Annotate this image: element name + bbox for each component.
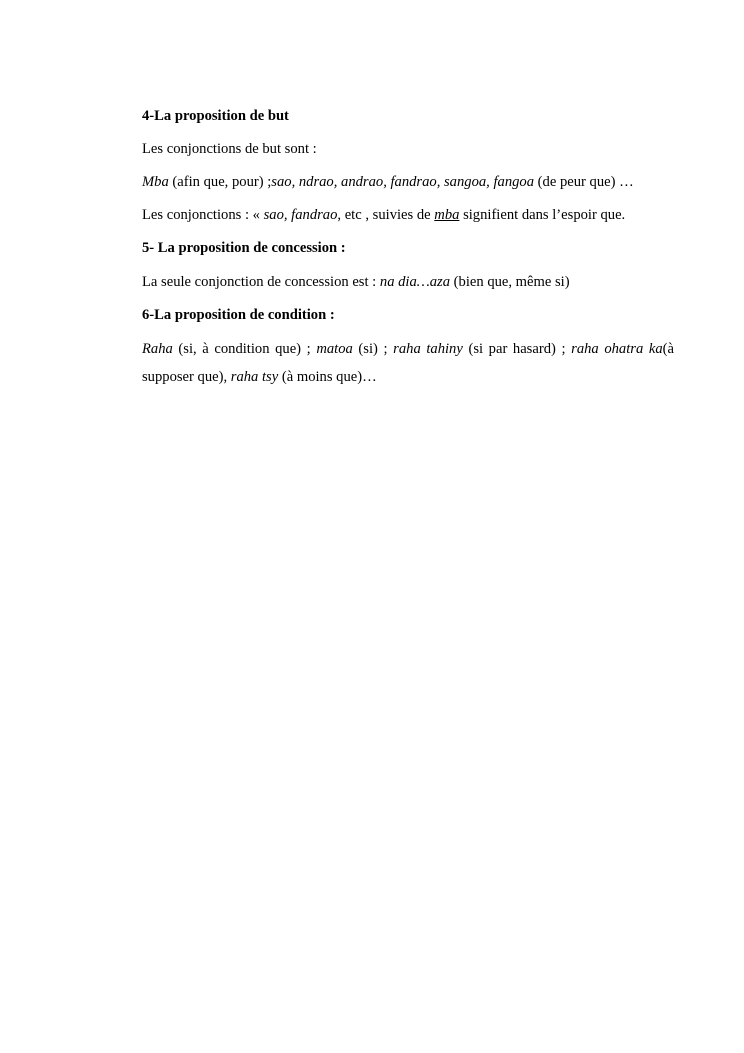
term-matoa: matoa bbox=[316, 341, 353, 357]
section-6-heading: 6-La proposition de condition : bbox=[142, 307, 335, 323]
plain-text: La seule conjonction de concession est : bbox=[142, 274, 380, 290]
gloss-text: (à moins que)… bbox=[278, 369, 377, 385]
term-na-dia-aza: na dia…aza bbox=[379, 274, 451, 290]
term-mba-underlined: mba bbox=[434, 207, 460, 223]
term-list: sao, ndrao, andrao, fandrao, sangoa, fangoa bbox=[271, 174, 535, 190]
gloss-text: (afin que, pour) ; bbox=[168, 174, 272, 190]
term-raha-ohatra-ka: raha ohatra ka bbox=[571, 341, 663, 357]
term-mba: Mba bbox=[142, 174, 169, 190]
gloss-text: (si par hasard) ; bbox=[462, 341, 572, 357]
section-4-note-line bbox=[142, 206, 674, 224]
plain-text: Les conjonctions : « bbox=[142, 207, 264, 223]
gloss-text: (de peur que) … bbox=[534, 174, 634, 190]
term-sao-fandrao: sao, fandrao bbox=[263, 207, 338, 223]
section-6-paragraph bbox=[142, 335, 674, 391]
plain-text: , etc , suivies de bbox=[337, 207, 435, 223]
term-raha-tahiny: raha tahiny bbox=[393, 341, 463, 357]
term-raha-tsy: raha tsy bbox=[230, 369, 279, 385]
term-raha: Raha bbox=[142, 341, 173, 357]
gloss-text: (bien que, même si) bbox=[450, 274, 570, 290]
plain-text: signifient dans l’espoir que. bbox=[459, 207, 626, 223]
gloss-text: (si) ; bbox=[352, 341, 394, 357]
gloss-text: (à supposer que), bbox=[142, 341, 674, 385]
section-5-line bbox=[142, 273, 674, 291]
section-4-intro: Les conjonctions de but sont : bbox=[142, 141, 317, 157]
gloss-text: (si, à condition que) ; bbox=[172, 341, 317, 357]
section-4-conjunctions-line bbox=[142, 173, 674, 191]
section-4-heading: 4-La proposition de but bbox=[142, 108, 289, 124]
section-5-heading: 5- La proposition de concession : bbox=[142, 240, 346, 256]
